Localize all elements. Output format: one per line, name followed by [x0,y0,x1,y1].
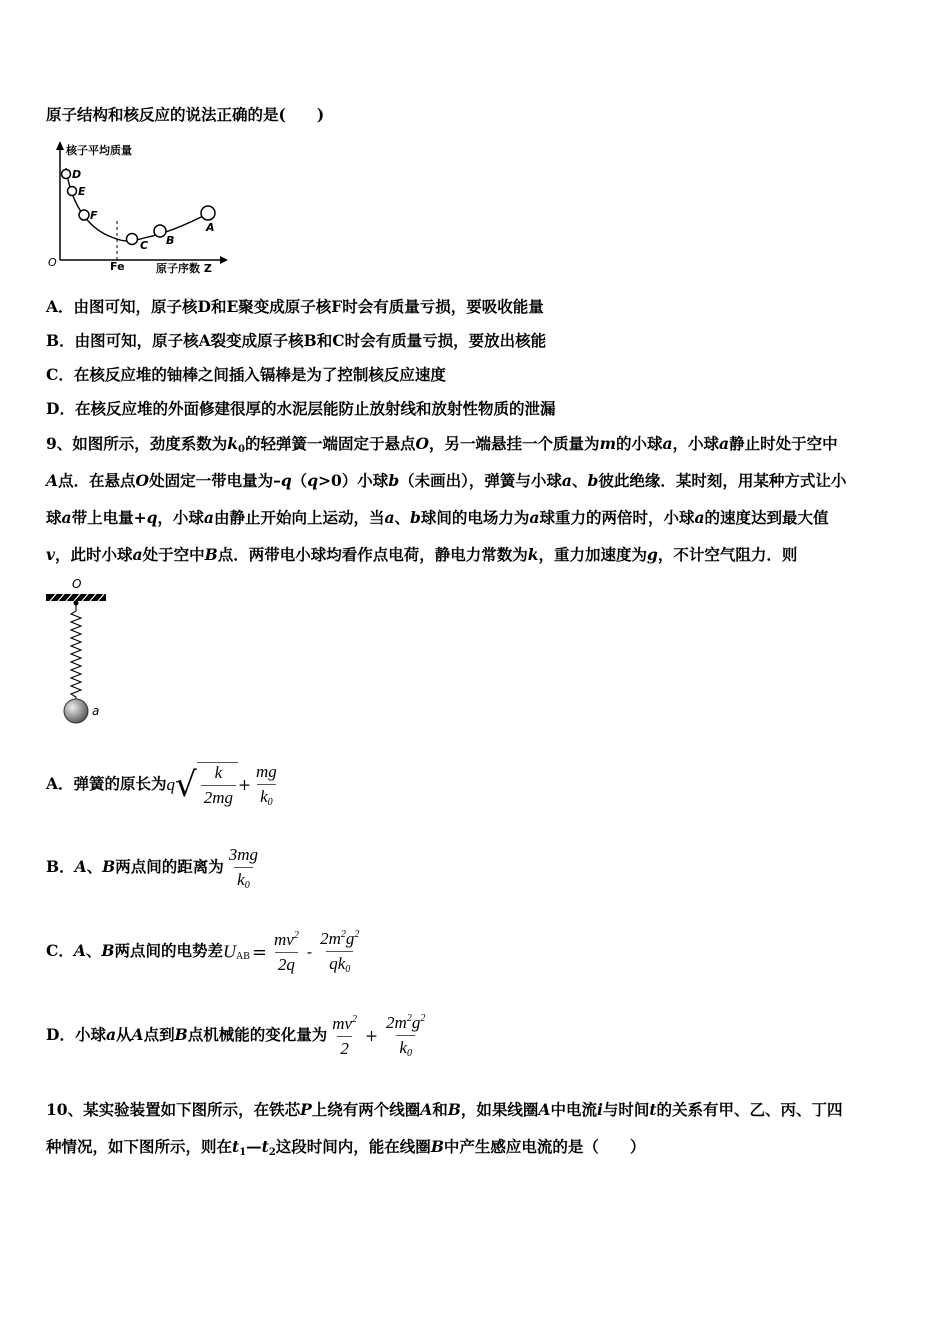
q9-stem-line4: v，此时小球a处于空中B点．两带电小球均看作点电荷，静电力常数为k，重力加速度为g，不计空气阻力．则 [46,545,798,564]
q8-option-d: D．在核反应堆的外面修建很厚的水泥层能防止放射线和放射性物质的泄漏 [46,399,556,418]
svg-text:A: A [206,221,215,234]
svg-text:E: E [78,185,86,198]
spring-figure [44,575,114,730]
q9-option-c: C．A、B两点间的电势差$U_{AB}$ = $\frac{mv^2}{2q}$ - $\frac{2m^2g^2}{qk_0}$ [46,929,360,975]
q10-stem-line1: 10、某实验装置如下图所示，在铁芯P上绕有两个线圈A和B，如果线圈A中电流i与时间t的关系有甲、乙、丙、丁四 [46,1100,843,1119]
pivot-label: O [72,577,82,591]
q8-stem: 原子结构和核反应的说法正确的是( ) [46,105,325,124]
x-axis-label: 原子序数 Z [156,262,212,275]
point-c [127,234,149,253]
y-axis-label: 核子平均质量 [66,144,132,157]
ball-label: a [92,704,100,718]
q9-stem-line2: A点．在悬点O处固定一带电量为–q（q>0）小球b（未画出），弹簧与小球a、b彼此绝缘．某时刻，用某种方式让小 [46,471,847,490]
q8-option-c: C．在核反应堆的铀棒之间插入镉棒是为了控制核反应速度 [46,365,446,384]
svg-text:B: B [166,234,175,247]
q9-stem-line1: 9、如图所示，劲度系数为$k_0$的轻弹簧一端固定于悬点O，另一端悬挂一个质量为m的小球a，小球a静止时处于空中 [46,434,838,455]
svg-text:F: F [90,209,98,222]
fe-label: Fe [110,260,125,273]
point-a [201,206,215,234]
svg-text:D: D [72,168,82,181]
point-b [154,225,174,247]
svg-text:C: C [140,239,149,252]
ball-a [64,699,88,723]
curve [66,168,209,241]
pivot-point [74,601,79,606]
q10-stem-line2: 种情况，如下图所示，则在$t_1—t_2$这段时间内，能在线圈B中产生感应电流的是（ ） [46,1137,646,1158]
q9-option-a: A．弹簧的原长为q √ $\frac{k}{2mg}$ + $\frac{mg}{k_0}$ [46,762,277,808]
q8-option-a: A．由图可知，原子核D和E聚变成原子核F时会有质量亏损，要吸收能量 [46,297,544,316]
q9-option-b: B．A、B两点间的距离为 $\frac{3mg}{k_0}$ [46,845,259,891]
point-f [79,209,98,222]
q9-stem-line3: 球a带上电量+q，小球a由静止开始向上运动，当a、b球间的电场力为a球重力的两倍时，小球a的速度达到最大值 [46,508,829,527]
point-d [62,168,82,181]
point-e [68,185,87,198]
origin-label: O [48,256,57,269]
spring [71,605,81,700]
q8-option-b: B．由图可知，原子核A裂变成原子核B和C时会有质量亏损，要放出核能 [46,331,547,350]
x-axis-arrow [220,256,228,264]
q9-option-d: D．小球a从A点到B点机械能的变化量为 $\frac{mv^2}{2}$ + $\frac{2m^2g^2}{k_0}$ [46,1013,426,1059]
y-axis-arrow [56,141,64,150]
binding-mass-chart [44,138,234,276]
